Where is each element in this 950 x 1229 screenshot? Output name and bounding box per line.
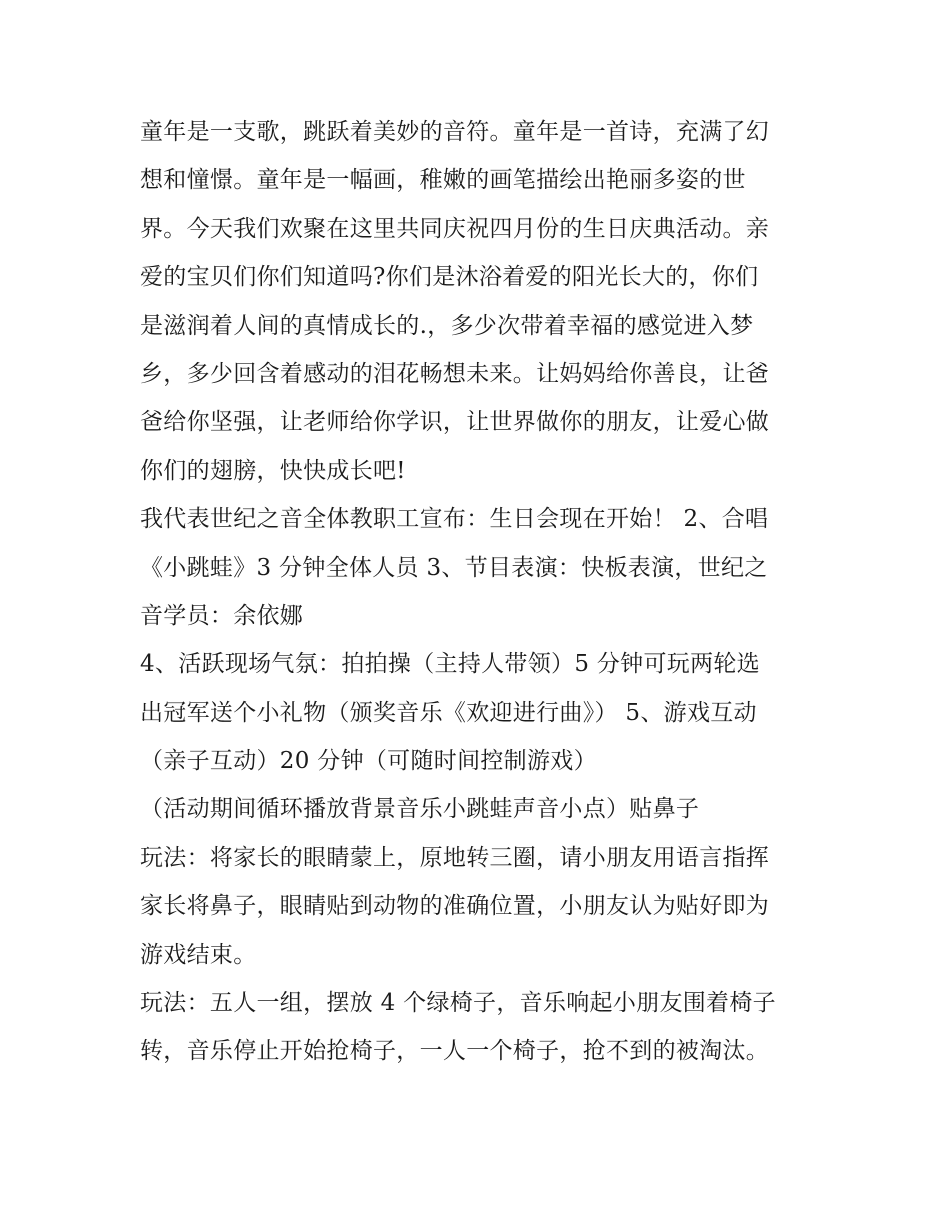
text-line: 《小跳蛙》3 分钟全体人员 3、节目表演：快板表演，世纪之 [140,554,768,581]
text-line: 界。今天我们欢聚在这里共同庆祝四月份的生日庆典活动。亲 [140,215,770,242]
text-line: 音学员：余依娜 [140,602,304,629]
text-line: 你们的翅膀，快快成长吧! [140,457,406,484]
text-line: 是滋润着人间的真情成长的.，多少次带着幸福的感觉进入梦 [140,312,754,339]
text-line: 爸给你坚强，让老师给你学识，让世界做你的朋友，让爱心做 [140,409,770,436]
text-line: （亲子互动）20 分钟（可随时间控制游戏） [140,748,597,775]
text-line: 4、活跃现场气氛：拍拍操（主持人带领）5 分钟可玩两轮选 [140,651,760,678]
text-line: 想和憧憬。童年是一幅画，稚嫩的画笔描绘出艳丽多姿的世 [140,167,746,194]
text-line: 转，音乐停止开始抢椅子，一人一个椅子，抢不到的被淘汰。 [140,1038,770,1065]
text-line: 游戏结束。 [140,941,257,968]
text-line: 爱的宝贝们你们知道吗?你们是沐浴着爱的阳光长大的，你们 [140,264,759,291]
text-line: 乡，多少回含着感动的泪花畅想未来。让妈妈给你善良，让爸 [140,360,770,387]
text-line: 我代表世纪之音全体教职工宣布：生日会现在开始！ 2、合唱 [140,506,769,533]
text-line: 出冠军送个小礼物（颁奖音乐《欢迎进行曲》） 5、游戏互动 [140,699,757,726]
text-line: 童年是一支歌，跳跃着美妙的音符。童年是一首诗，充满了幻 [140,119,770,145]
text-line: 玩法：将家长的眼睛蒙上，原地转三圈，请小朋友用语言指挥 [140,844,770,871]
text-line: （活动期间循环播放背景音乐小跳蛙声音小点）贴鼻子 [140,796,700,823]
body-text [140,108,820,1076]
text-line: 玩法：五人一组，摆放 4 个绿椅子，音乐响起小朋友围着椅子 [140,990,776,1017]
text-line: 家长将鼻子，眼睛贴到动物的准确位置，小朋友认为贴好即为 [140,893,770,920]
